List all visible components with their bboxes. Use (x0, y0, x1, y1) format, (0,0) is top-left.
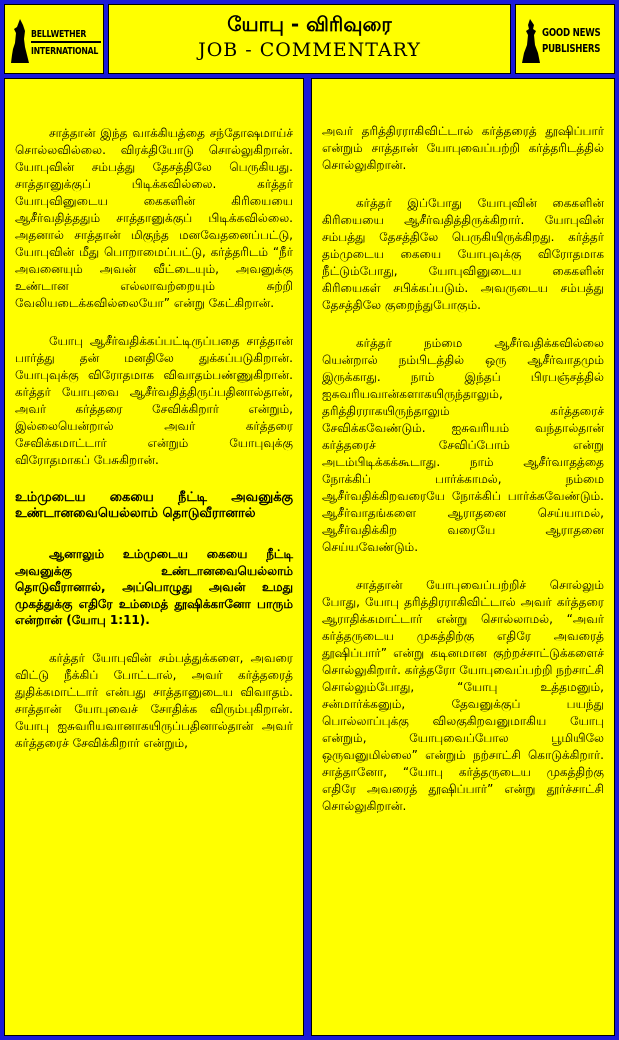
title-english: JOB - COMMENTARY (198, 39, 421, 61)
left-logo-line-1: BELLWETHER (31, 29, 87, 40)
left-column (4, 78, 304, 1036)
right-paragraph-4: சாத்தான் யோபுவைப்பற்றிச் சொல்லும் போது, யோபு தரித்திரராகிவிட்டால் அவர் கர்த்தரை ஆராதிக்கமாட்டார் என்று சொல்லாமல், “அவர் கர்த்தருடைய முகத்திற்கு எதிரே அவரைத் தூஷிப்பார்” என்று கடினமான குற்றச்சாட்டுக்களைச் சொல்லுகிறார். கர்த்தரோ யோபுவைப்பற்றி நற்சாட்சி சொல்லும்போது, “யோபு உத்தமனும், சன்மார்க்கனும், தேவனுக்குப் பயந்து பொல்லாப்புக்கு விலகுகிறவனுமாகிய யோபு என்றும், யோபுவைப்போல பூமியிலே ஒருவனுமில்லை” என்றும் நற்சாட்சி கொடுக்கிறார். சாத்தானோ, “யோபு கர்த்தருடைய முகத்திற்கு எதிரே அவரைத் தூஷிப்பார்” என்று தூர்ச்சாட்சி சொல்லுகிறான். (322, 578, 604, 813)
logo-rule (31, 41, 101, 43)
right-logo-line-1: GOOD NEWS (542, 27, 601, 39)
verse-quote: ஆனாலும் உம்முடைய கையை நீட்டி அவனுக்கு உண்டானவையெல்லாம் தொடுவீரானால், அப்பொழுது அவன் உமது முகத்துக்கு எதிரே உம்மைத் தூஷிக்கானோ பாரும் என்றான் (யோபு 1:11). (15, 547, 293, 627)
section-heading: உம்முடைய கையை நீட்டி அவனுக்கு உண்டானவையெல்லாம் தொடுவீரானால் (15, 490, 293, 521)
right-column (311, 78, 615, 1036)
torch-emblem-icon (522, 19, 540, 63)
right-paragraph-1: அவர் தரித்திரராகிவிட்டால் கர்த்தரைத் தூஷிப்பார் என்றும் சாத்தான் யோபுவைப்பற்றி கர்த்தரிடத்தில் சொல்லுகிறான். (322, 124, 604, 172)
good-news-logo (515, 4, 615, 74)
left-paragraph-1: சாத்தான் இந்த வாக்கியத்தை சந்தோஷமாய்ச் சொல்லவில்லை. விரக்தியோடு சொல்லுகிறான். யோபுவின் சம்பத்து தேசத்திலே பெருகியது. சாத்தானுக்குப் பிடிக்கவில்லை. கர்த்தர் யோபுவினுடைய கைகளின் கிரியையை ஆசீர்வதித்ததும் சாத்தானுக்குப் பிடிக்கவில்லை. அதனால் சாத்தான் மிகுந்த மனவேதனைப்பட்டு, யோபுவின் மீது பொறாமைப்பட்டு, கர்த்தரிடம் “நீர் அவனையும் அவன் வீட்டையும், அவனுக்கு உண்டான எல்லாவற்றையும் சுற்றி வேலியடைக்கவில்லையோ” என்று கேட்கிறான். (15, 126, 293, 310)
left-paragraph-3: கர்த்தர் யோபுவின் சம்பத்துக்களை, அவரை விட்டு நீக்கிப் போட்டால், அவர் கர்த்தரைத் துதிக்கமாட்டார் என்பது சாத்தானுடைய விவாதம். சாத்தான் யோபுவைச் சோதிக்க விரும்புகிறான். யோபு ஐசுவரியவானாகயிருப்பதினால்தான் அவர் கர்த்தரைச் சேவிக்கிறார் என்றும், (15, 650, 293, 750)
title-box (108, 4, 511, 74)
right-logo-line-2: PUBLISHERS (542, 43, 601, 55)
ram-emblem-icon (11, 19, 29, 63)
bellwether-logo (4, 4, 104, 74)
right-paragraph-2: கர்த்தர் இப்போது யோபுவின் கைகளின் கிரியையை ஆசீர்வதித்திருக்கிறார். யோபுவின் சம்பத்து தேசத்திலே பெருகியிருக்கிறது. கர்த்தர் தம்முடைய கையை யோபுவுக்கு விரோதமாக நீட்டும்போது, யோபுவினுடைய கைகளின் கிரியைகள் சபிக்கப்படும். அவருடைய சம்பத்து தேசத்திலே குறைந்துபோகும். (322, 196, 604, 312)
left-logo-line-2: INTERNATIONAL (31, 46, 99, 57)
left-paragraph-2: யோபு ஆசீர்வதிக்கப்பட்டிருப்பதை சாத்தான் பார்த்து தன் மனதிலே துக்கப்படுகிறான். யோபுவுக்கு விரோதமாக விவாதம்பண்ணுகிறான். கர்த்தர் யோபுவை ஆசீர்வதித்திருப்பதினால்தான், அவர் கர்த்தரை சேவிக்கிறார் என்றும், இல்லையென்றால் அவர் கர்த்தரை சேவிக்கமாட்டார் என்றும் யோபுவுக்கு விரோதமாகப் பேசுகிறான். (15, 334, 293, 467)
right-paragraph-3: கர்த்தர் நம்மை ஆசீர்வதிக்கவில்லை யென்றால் நம்பிடத்தில் ஒரு ஆசீர்வாதமும் இருக்காது. நாம் இந்தப் பிரபஞ்சத்தில் ஐசுவரியவான்களாகயிருந்தாலும், தரித்திரராகயிருந்தாலும் கர்த்தரைச் சேவிக்கவேண்டும். ஐசுவரியம் வந்தால்தான் கர்த்தரைச் சேவிப்போம் என்று அடம்பிடிக்கக்கூடாது. நாம் ஆசீர்வாதத்தை நோக்கிப் பார்க்காமல், நம்மை ஆசீர்வதிக்கிறவரையே நோக்கிப் பார்க்கவேண்டும். ஆசீர்வாதங்களை ஆராதனை செய்யாமல், ஆசீர்வதிக்கிற வரையே ஆராதனை செய்யவேண்டும். (322, 336, 604, 554)
title-tamil: யோபு - விரிவுரை (227, 12, 392, 36)
